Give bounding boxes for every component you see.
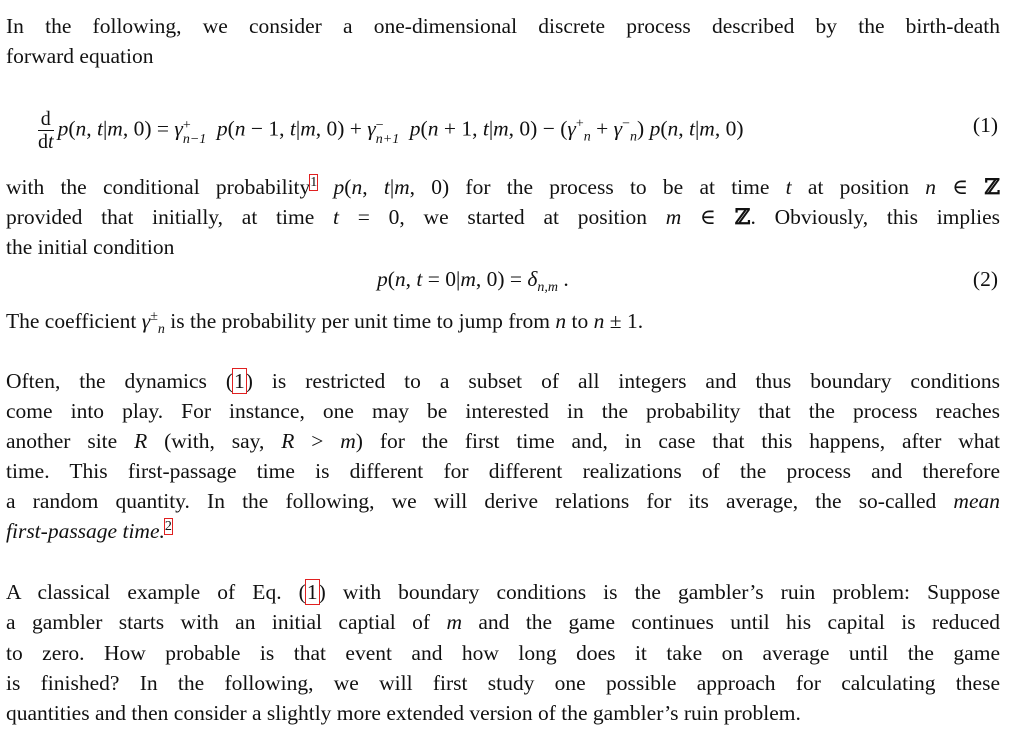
text-line: forward equation xyxy=(6,44,154,68)
time-derivative: $\frac{d}{dt}$ xyxy=(38,108,54,153)
text-line: with the conditional probability$^1$ p(n, t|m, 0) for the process to be at time t at position n ∈ ℤ xyxy=(6,175,1001,200)
equation-2: p(n, t = 0|m, $0) = \delta_{n,m}$ . xyxy=(377,267,569,295)
text-line: is finished? In the following, we will first study one possible approach for calculating these xyxy=(6,671,1000,695)
text-line: provided that initially, at time t = 0, we started at position m ∈ ℤ. Obviously, this implies xyxy=(6,205,1001,230)
text-line: Often, the dynamics (1) is restricted to a subset of all integers and thus boundary conditions xyxy=(6,369,1000,393)
text-line: In the following, we consider a one-dimensional discrete process described by the birth-death xyxy=(6,14,1000,38)
text-line: time. This first-passage time is different for different realizations of the process and therefore xyxy=(6,459,1000,483)
text-line: to zero. How probable is that event and how long does it take on average until the game xyxy=(6,641,1000,665)
text-line: quantities and then consider a slightly more extended version of the gambler’s ruin problem. xyxy=(6,701,801,725)
text-line: a random quantity. In the following, we will derive relations for its average, the so-called mean xyxy=(6,489,1000,513)
text-line: The coefficient $\gamma^\pm_n$ is the probability per unit time to jump from n to n ± 1. xyxy=(6,309,644,337)
text-line: another site R (with, say, R > m) for the first time and, in case that this happens, after what xyxy=(6,429,1001,453)
equation-number: (1) xyxy=(972,113,998,137)
equation-link[interactable]: 1 xyxy=(306,580,318,604)
text-line: a gambler starts with an initial captial of m and the game continues until his capital is reduced xyxy=(6,610,1000,634)
footnote-link-2[interactable]: 2 xyxy=(164,519,172,534)
equation-1: $\frac{d}{dt}$ p(n, t|m, 0) = γ + n−1 p(n − 1, t|m, 0) + γ − n+1 p(n + 1, t|m, $0) - (\gamma^+_n + \gamma^-_n)$ p(n, t|m, 0) xyxy=(38,108,744,153)
equation-link[interactable]: 1 xyxy=(234,369,245,393)
text-line: the initial condition xyxy=(6,235,175,259)
equation-number: (2) xyxy=(972,267,998,291)
text-line: come into play. For instance, one may be interested in the probability that the process reaches xyxy=(6,399,1000,423)
footnote-link-1[interactable]: 1 xyxy=(310,175,318,190)
text-line: first-passage time.$^2$ xyxy=(6,519,172,543)
text-line: A classical example of Eq. (1) with boundary conditions is the gambler’s ruin problem: Suppose xyxy=(6,580,1000,604)
